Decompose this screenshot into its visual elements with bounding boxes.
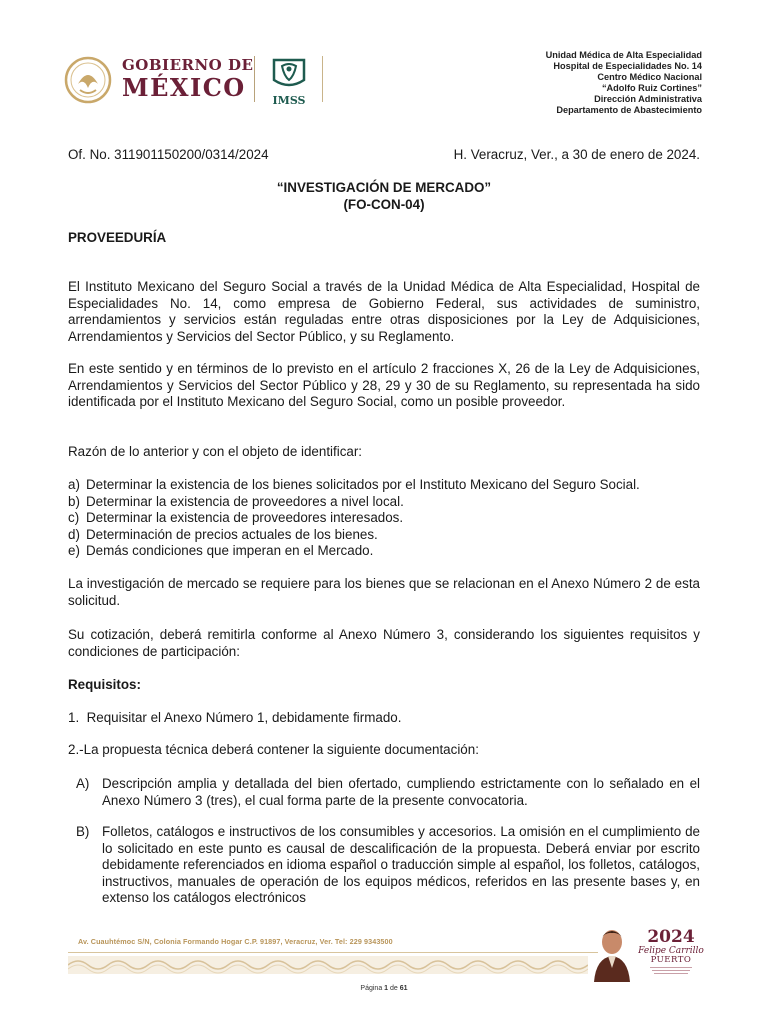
- list-item: B) Folletos, catálogos e instructivos de los consumibles y accesorios. La omisión en el cumplimiento de lo solicitado en este punto es causal de descalificación de la propuesta. Deberá enviar por escrito debidamente referenciados en idioma español o traducción simple al español, los folletos, catálogos, instructivos, manuales de operación de los equipos médicos, referidos en las presente bases y, en extenso los catálogos electrónicos: [76, 824, 700, 905]
- gobierno-line1: GOBIERNO DE: [122, 56, 254, 74]
- year-label: 2024: [647, 927, 695, 947]
- imss-logo: [270, 56, 308, 106]
- portrait-icon: [588, 924, 634, 982]
- unit-line: Unidad Médica de Alta Especialidad: [545, 50, 702, 60]
- list-item: e) Demás condiciones que imperan en el Mercado.: [68, 543, 374, 558]
- honoree-name: Felipe Carrillo: [638, 946, 704, 956]
- addressee: PROVEEDURÍA: [68, 230, 167, 245]
- list-item: c) Determinar la existencia de proveedores interesados.: [68, 510, 404, 525]
- footer-address: Av. Cuauhtémoc S/N, Colonia Formando Hogar C.P. 91897, Veracruz, Ver. Tel: 229 9343500: [78, 937, 393, 946]
- footer-divider: [68, 952, 598, 953]
- imss-label: IMSS: [272, 94, 306, 107]
- unit-line: “Adolfo Ruiz Cortines”: [601, 83, 702, 93]
- paragraph-legal: En este sentido y en términos de lo previsto en el artículo 2 fracciones X, 26 de la Ley de Adquisiciones, Arrendamientos y Servicios del Sector Público y 28, 29 y 30 de su Reglamento, su representada ha sido identificada por el Instituto Mexicano del Seguro Social, como un posible proveedor.: [68, 361, 700, 409]
- unit-info: [546, 50, 702, 116]
- decorative-band-icon: [68, 956, 588, 974]
- objectives-list: [68, 477, 700, 560]
- technical-docs-list: [68, 776, 700, 907]
- paragraph-quotation: Su cotización, deberá remitirla conforme al Anexo Número 3, considerando los siguientes requisitos y condiciones de participación:: [68, 627, 700, 659]
- list-item: a) Determinar la existencia de los bienes solicitados por el Instituto Mexicano del Seguro Social.: [68, 477, 640, 492]
- header-divider: [254, 56, 255, 102]
- gobierno-wordmark: [122, 58, 253, 100]
- requirement-1: 1. Requisitar el Anexo Número 1, debidamente firmado.: [68, 710, 402, 725]
- paragraph-annex2: La investigación de mercado se requiere para los bienes que se relacionan en el Anexo Número 2 de esta solicitud.: [68, 576, 700, 608]
- list-item: A) Descripción amplia y detallada del bien ofertado, cumpliendo estrictamente con lo señalado en el Anexo Número 3 (tres), el cual forma parte de la presente convocatoria.: [76, 776, 700, 808]
- page-number: Página 1 de 61: [360, 985, 408, 992]
- unit-line: Dirección Administrativa: [594, 94, 702, 104]
- commemorative-year-block: [636, 928, 706, 976]
- imss-emblem-icon: [270, 56, 308, 90]
- place-date: H. Veracruz, Ver., a 30 de enero de 2024.: [453, 147, 700, 162]
- office-number: Of. No. 311901150200/0314/2024: [68, 147, 269, 162]
- gobierno-line2: MÉXICO: [122, 73, 246, 102]
- requisitos-heading: Requisitos:: [68, 677, 141, 692]
- unit-line: Hospital de Especialidades No. 14: [553, 61, 702, 71]
- list-item: d) Determinación de precios actuales de los bienes.: [68, 526, 378, 542]
- unit-line: Departamento de Abastecimiento: [556, 105, 702, 115]
- paragraph-intro: El Instituto Mexicano del Seguro Social a través de la Unidad Médica de Alta Especialidad, Hospital de Especialidades No. 14, como empresa de Gobierno Federal, sus actividades de suministro, arrendamientos y servicios están reguladas entre otras disposiciones por la Ley de Adquisiciones, Arrendamientos y Servicios del Sector Público, y su Reglamento.: [68, 279, 700, 344]
- paragraph-objective-lead: Razón de lo anterior y con el objeto de identificar:: [68, 444, 363, 459]
- national-seal-icon: [64, 54, 112, 106]
- unit-line: Centro Médico Nacional: [597, 72, 702, 82]
- header-divider-2: [322, 56, 323, 102]
- requirement-2: 2.-La propuesta técnica deberá contener la siguiente documentación:: [68, 742, 479, 757]
- list-item: b) Determinar la existencia de proveedores a nivel local.: [68, 493, 404, 509]
- document-title: “INVESTIGACIÓN DE MERCADO”: [276, 180, 492, 195]
- document-code: (FO-CON-04): [343, 197, 425, 212]
- honoree-surname: PUERTO: [650, 955, 692, 965]
- gobierno-logo: [60, 52, 340, 112]
- fine-print-lines: [636, 967, 706, 974]
